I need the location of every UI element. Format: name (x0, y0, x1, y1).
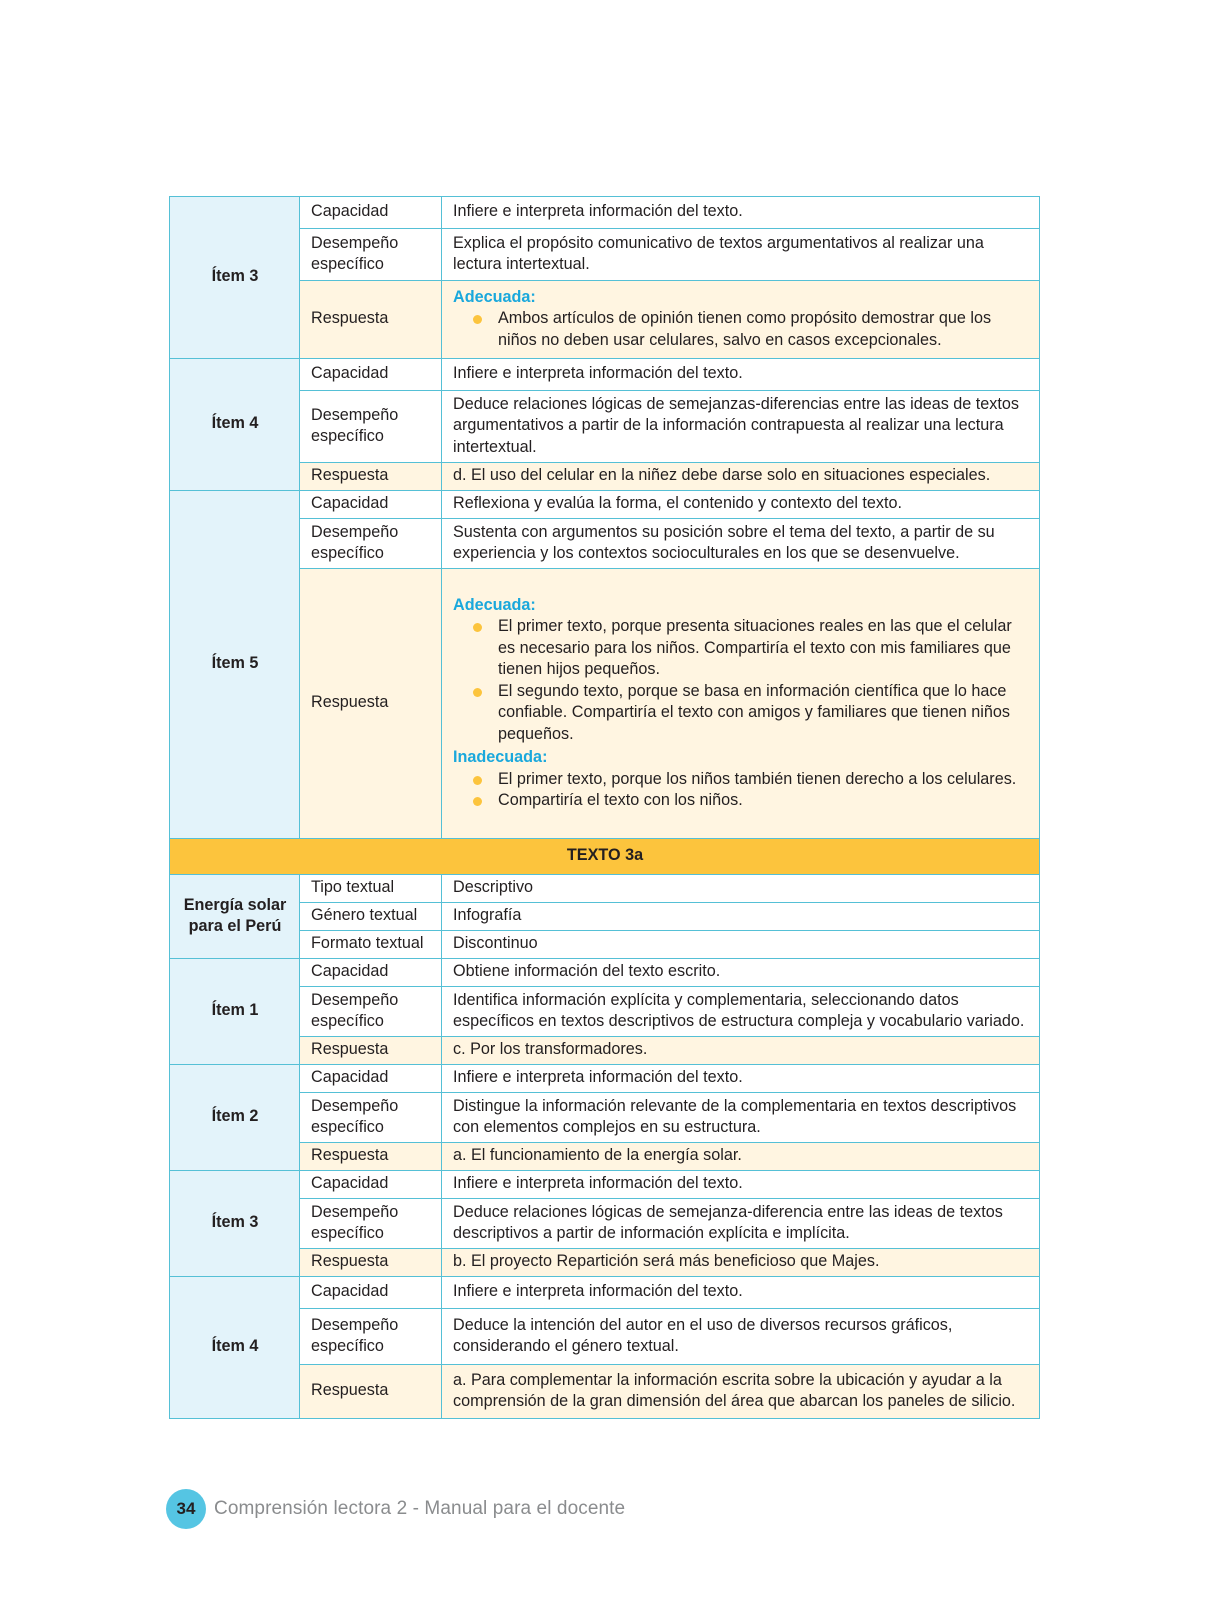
row-text: Identifica información explícita y complementaria, seleccionando datos específicos en textos descriptivos de estructura compleja y vocabulario variado. (442, 987, 1040, 1037)
item-label: Ítem 3 (170, 1171, 300, 1277)
item-label: Ítem 3 (170, 197, 300, 359)
page-footer (166, 1489, 625, 1529)
answer-key-table (169, 196, 1040, 1419)
row-text: Infiere e interpreta información del texto. (442, 1171, 1040, 1199)
row-text: Infiere e interpreta información del texto. (442, 1277, 1040, 1309)
row-label: Desempeño específico (300, 519, 442, 569)
adecuada-heading: Adecuada: (453, 595, 536, 614)
bullet-list (453, 769, 1029, 812)
row-label: Capacidad (300, 491, 442, 519)
respuesta-label: Respuesta (300, 1365, 442, 1419)
respuesta-content (442, 281, 1040, 359)
respuesta-label: Respuesta (300, 1143, 442, 1171)
row-label: Formato textual (300, 931, 442, 959)
row-text: Explica el propósito comunicativo de textos argumentativos al realizar una lectura intertextual. (442, 229, 1040, 281)
row-label: Tipo textual (300, 875, 442, 903)
row-text: Distingue la información relevante de la complementaria en textos descriptivos con elementos complejos en su estructura. (442, 1093, 1040, 1143)
respuesta-label: Respuesta (300, 569, 442, 839)
row-text: Sustenta con argumentos su posición sobre el tema del texto, a partir de su experiencia y los contextos socioculturales en los que se desenvuelve. (442, 519, 1040, 569)
row-label: Capacidad (300, 1171, 442, 1199)
row-label: Capacidad (300, 959, 442, 987)
row-text: Infiere e interpreta información del texto. (442, 359, 1040, 391)
bullet-list (453, 308, 1029, 351)
respuesta-label: Respuesta (300, 1249, 442, 1277)
bullet-item: El primer texto, porque presenta situaciones reales en las que el celular es necesario para los niños. Compartiría el texto con mis familiares que tienen hijos pequeños. (498, 616, 1029, 681)
row-label: Desempeño específico (300, 229, 442, 281)
bullet-item: Compartiría el texto con los niños. (498, 790, 1029, 812)
row-label: Capacidad (300, 359, 442, 391)
row-text: Deduce la intención del autor en el uso de diversos recursos gráficos, considerando el género textual. (442, 1309, 1040, 1365)
row-text: Reflexiona y evalúa la forma, el contenido y contexto del texto. (442, 491, 1040, 519)
row-text: Descriptivo (442, 875, 1040, 903)
row-label: Desempeño específico (300, 987, 442, 1037)
row-text: Infiere e interpreta información del texto. (442, 1065, 1040, 1093)
row-label: Desempeño específico (300, 1309, 442, 1365)
adecuada-heading: Adecuada: (453, 287, 536, 306)
row-text: Infografía (442, 903, 1040, 931)
respuesta-text: c. Por los transformadores. (442, 1037, 1040, 1065)
row-label: Capacidad (300, 197, 442, 229)
row-label: Género textual (300, 903, 442, 931)
respuesta-text: a. Para complementar la información escrita sobre la ubicación y ayudar a la comprensión de la gran dimensión del área que abarcan los paneles de silicio. (442, 1365, 1040, 1419)
text-title: Energía solar para el Perú (170, 875, 300, 959)
row-text: Obtiene información del texto escrito. (442, 959, 1040, 987)
item-label: Ítem 4 (170, 359, 300, 491)
bullet-list (453, 616, 1029, 745)
row-text: Deduce relaciones lógicas de semejanza-diferencia entre las ideas de textos descriptivos a partir de información explícita e implícita. (442, 1199, 1040, 1249)
item-label: Ítem 2 (170, 1065, 300, 1171)
item-label: Ítem 5 (170, 491, 300, 839)
section-banner: TEXTO 3a (170, 839, 1040, 875)
respuesta-label: Respuesta (300, 1037, 442, 1065)
row-text: Discontinuo (442, 931, 1040, 959)
bullet-item: El primer texto, porque los niños también tienen derecho a los celulares. (498, 769, 1029, 791)
item-label: Ítem 4 (170, 1277, 300, 1419)
row-label: Capacidad (300, 1277, 442, 1309)
respuesta-text: a. El funcionamiento de la energía solar. (442, 1143, 1040, 1171)
respuesta-text: b. El proyecto Repartición será más beneficioso que Majes. (442, 1249, 1040, 1277)
bullet-item: El segundo texto, porque se basa en información científica que lo hace confiable. Compartiría el texto con amigos y familiares que tienen niños pequeños. (498, 681, 1029, 746)
inadecuada-heading: Inadecuada: (453, 748, 548, 766)
item-label: Ítem 1 (170, 959, 300, 1065)
respuesta-label: Respuesta (300, 281, 442, 359)
row-text: Deduce relaciones lógicas de semejanzas-diferencias entre las ideas de textos argumentativos a partir de la información contrapuesta al realizar una lectura intertextual. (442, 391, 1040, 463)
respuesta-text: d. El uso del celular en la niñez debe darse solo en situaciones especiales. (442, 463, 1040, 491)
page-number-badge: 34 (166, 1489, 206, 1529)
footer-title: Comprensión lectora 2 - Manual para el docente (214, 1498, 626, 1519)
row-label: Desempeño específico (300, 391, 442, 463)
respuesta-content (442, 569, 1040, 839)
row-text: Infiere e interpreta información del texto. (442, 197, 1040, 229)
row-label: Capacidad (300, 1065, 442, 1093)
respuesta-label: Respuesta (300, 463, 442, 491)
row-label: Desempeño específico (300, 1093, 442, 1143)
row-label: Desempeño específico (300, 1199, 442, 1249)
bullet-item: Ambos artículos de opinión tienen como propósito demostrar que los niños no deben usar celulares, salvo en casos excepcionales. (498, 308, 1029, 351)
